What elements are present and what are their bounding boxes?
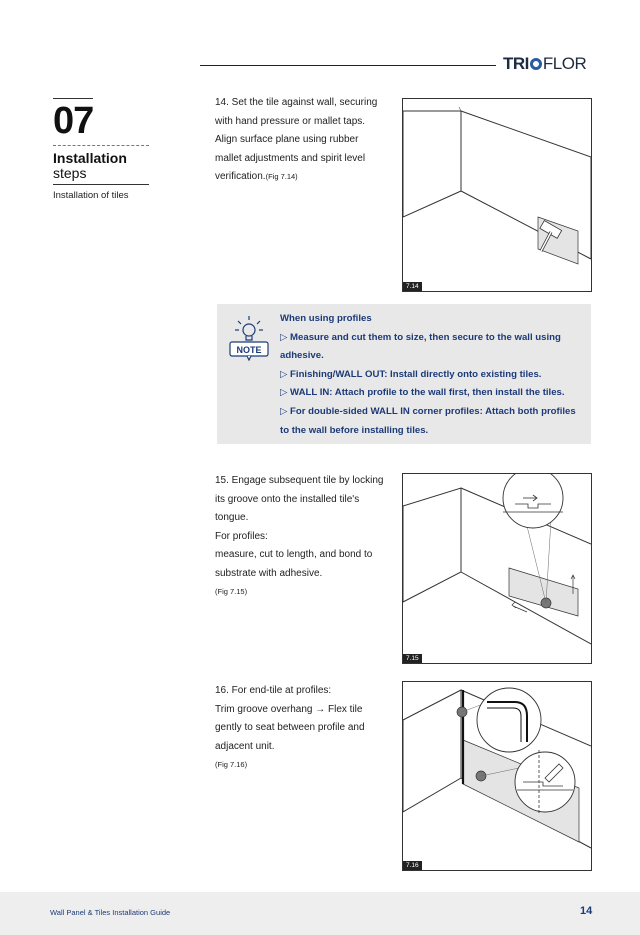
step-14-text: 14. Set the tile against wall, securing with hand pressure or mallet taps. Align surface plane using rubber mallet adjustments and spirit level verification.(Fig 7.14)	[215, 97, 378, 182]
note-badge: NOTE	[236, 345, 262, 355]
fig-ref-7-15: (Fig 7.15)	[215, 587, 248, 596]
note-item: ▷ Finishing/WALL OUT: Install directly onto existing tiles.	[280, 368, 542, 380]
step-15-text: 15. Engage subsequent tile by locking its groove onto the installed tile's tongue. For profiles: measure, cut to length, and bond to substrate with adhesive. (Fig 7.15)	[215, 472, 383, 602]
figure-label: 7.16	[403, 861, 422, 870]
room-illustration	[403, 99, 591, 291]
brand-logo: TRI FLOR	[503, 54, 587, 73]
fig-ref-7-14: (Fig 7.14)	[265, 172, 298, 181]
note-item: ▷ WALL IN: Attach profile to the wall first, then install the tiles.	[280, 387, 565, 399]
page-footer	[0, 892, 640, 935]
figure-7-14	[402, 98, 592, 292]
note-item: ▷ Measure and cut them to size, then secure to the wall using adhesive.	[280, 331, 561, 362]
page-number: 14	[580, 905, 593, 917]
chapter-subtitle: Installation of tiles	[53, 190, 129, 201]
figure-label: 7.14	[403, 282, 422, 291]
figure-label: 7.15	[403, 654, 422, 663]
step-16-text: 16. For end-tile at profiles: Trim groove overhang → Flex tile gently to seat between profile and adjacent unit. (Fig 7.16)	[215, 682, 365, 775]
chapter-bottom-rule	[53, 184, 149, 185]
chapter-title: Installation	[53, 150, 127, 166]
chapter-dashed-rule	[53, 145, 149, 146]
fig-ref-7-16: (Fig 7.16)	[215, 760, 248, 769]
room-illustration	[403, 474, 591, 663]
figure-7-15	[402, 473, 592, 664]
detail-callout	[477, 688, 541, 752]
lightbulb-icon	[227, 312, 271, 362]
chapter-number: 07	[53, 100, 94, 142]
header-rule	[200, 65, 496, 66]
logo-o-icon	[530, 58, 542, 70]
note-item: ▷ For double-sided WALL IN corner profiles: Attach both profiles to the wall before installing tiles.	[280, 405, 576, 436]
footer-title: Wall Panel & Tiles Installation Guide	[50, 908, 171, 917]
note-heading: When using profiles	[280, 313, 372, 324]
note-content	[280, 310, 585, 440]
note-box	[217, 304, 591, 444]
chapter-title-line2: steps	[53, 165, 87, 181]
figure-7-16	[402, 681, 592, 871]
chapter-rule	[53, 98, 93, 99]
room-illustration	[403, 682, 591, 870]
